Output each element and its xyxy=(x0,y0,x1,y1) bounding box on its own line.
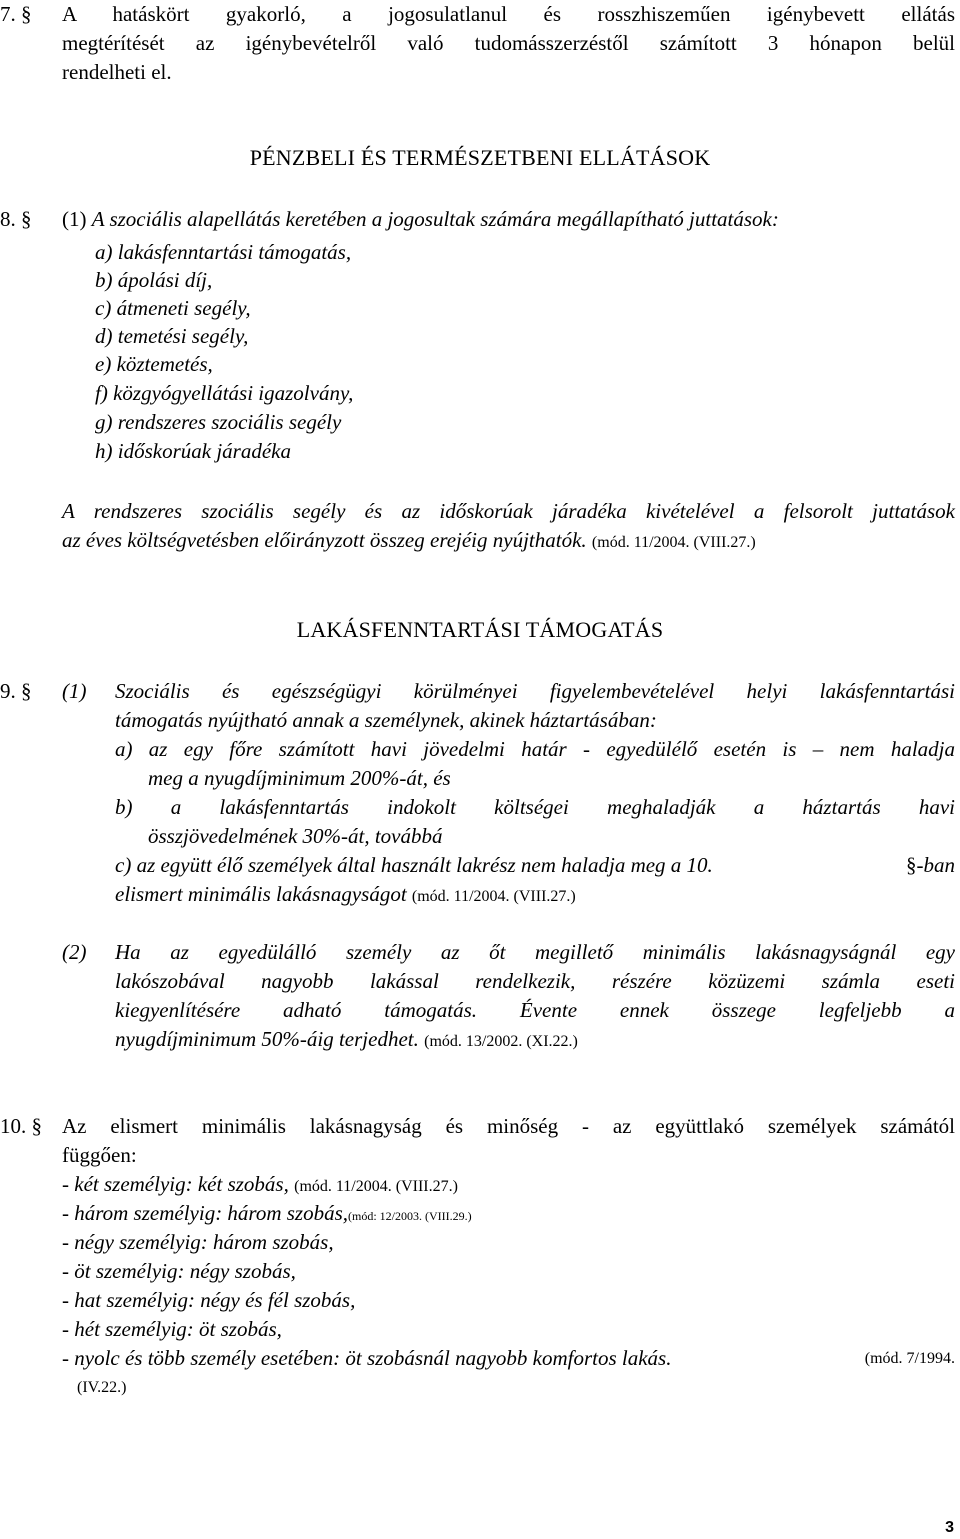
s9-b-line-1: b) a lakásfenntartás indokolt költségei meghaladják a háztartás havi xyxy=(115,795,955,819)
s9-p1-line-2: támogatás nyújtható annak a személynek, akinek háztartásában: xyxy=(115,708,657,732)
s10-item-6: - hét személyig: öt szobás, xyxy=(62,1317,282,1341)
s10-item-7-line-2: (IV.22.) xyxy=(77,1379,127,1396)
section-heading-penzbeli: PÉNZBELI ÉS TERMÉSZETBENI ELLÁTÁSOK xyxy=(249,145,711,170)
s8-item-h: h) időskorúak járadéka xyxy=(95,439,291,463)
s10-item-1: - két személyig: két szobás, (mód. 11/2004. (VIII.27.) xyxy=(62,1172,458,1196)
s9-number: 9. § xyxy=(0,679,32,703)
s8-item-b: b) ápolási díj, xyxy=(95,268,213,292)
s8-item-c: c) átmeneti segély, xyxy=(95,296,251,320)
s7-line-3: rendelheti el. xyxy=(62,60,172,84)
s8-item-d: d) temetési segély, xyxy=(95,324,249,348)
s9-a-line-2: meg a nyugdíjminimum 200%-át, és xyxy=(148,766,451,790)
page-number: 3 xyxy=(945,1519,954,1536)
s9-b-line-2: összjövedelmének 30%-át, továbbá xyxy=(148,824,443,848)
s8-intro: (1) A szociális alapellátás keretében a jogosultak számára megállapítható juttatások: xyxy=(62,207,779,231)
section-heading-lakasfenntartasi: LAKÁSFENNTARTÁSI TÁMOGATÁS xyxy=(296,617,664,642)
s8-note-line-2: az éves költségvetésben előirányzott összeg erejéig nyújthatók. (mód. 11/2004. (VIII.27.) xyxy=(62,528,756,552)
s10-number: 10. § xyxy=(0,1114,42,1138)
s8-item-g: g) rendszeres szociális segély xyxy=(95,410,342,434)
s9-p2-line-2: lakószobával nagyobb lakással rendelkezik, részére közüzemi számla eseti xyxy=(115,969,955,993)
s9-c-line-2: elismert minimális lakásnagyságot (mód. 11/2004. (VIII.27.) xyxy=(115,882,576,906)
s9-p2-line-4: nyugdíjminimum 50%-áig terjedhet. (mód. 13/2002. (XI.22.) xyxy=(115,1027,578,1051)
s9-p1-label: (1) xyxy=(62,679,87,703)
s8-item-a: a) lakásfenntartási támogatás, xyxy=(95,240,352,264)
s9-p2-label: (2) xyxy=(62,940,87,964)
s10-item-2: - három személyig: három szobás,(mód: 12/2003. (VIII.29.) xyxy=(62,1201,472,1225)
s10-item-7-line-1: - nyolc és több személy esetében: öt szobásnál nagyobb komfortos lakás. (mód. 7/1994. xyxy=(62,1346,955,1370)
s10-intro-line-1: Az elismert minimális lakásnagyság és minőség - az együttlakó személyek számától xyxy=(62,1114,955,1138)
s7-line-1: A hatáskört gyakorló, a jogosulatlanul és rosszhiszeműen igénybevett ellátás xyxy=(62,2,955,26)
s8-note-line-1: A rendszeres szociális segély és az időskorúak járadéka kivételével a felsorolt juttatások xyxy=(62,499,955,523)
s8-item-f: f) közgyógyellátási igazolvány, xyxy=(95,381,354,405)
s10-item-3: - négy személyig: három szobás, xyxy=(62,1230,334,1254)
s7-line-2: megtérítését az igénybevételről való tudomásszerzéstől számított 3 hónapon belül xyxy=(62,31,955,55)
s9-c-line-1: c) az együtt élő személyek által használt lakrész nem haladja meg a 10. §-ban xyxy=(115,853,955,877)
s9-p1-line-1: Szociális és egészségügyi körülményei figyelembevételével helyi lakásfenntartási xyxy=(115,679,955,703)
s9-a-line-1: a) az egy főre számított havi jövedelmi határ - egyedülélő esetén is – nem haladja xyxy=(115,737,955,761)
s10-item-4: - öt személyig: négy szobás, xyxy=(62,1259,296,1283)
s9-p2-line-1: Ha az egyedülálló személy az őt megillető minimális lakásnagyságnál egy xyxy=(115,940,955,964)
s8-item-e: e) köztemetés, xyxy=(95,352,213,376)
s9-p2-line-3: kiegyenlítésére adható támogatás. Évente ennek összege legfeljebb a xyxy=(115,998,955,1022)
s10-item-5: - hat személyig: négy és fél szobás, xyxy=(62,1288,356,1312)
s7-number: 7. § xyxy=(0,2,32,26)
s10-intro-line-2: függően: xyxy=(62,1143,137,1167)
s8-number: 8. § xyxy=(0,207,32,231)
